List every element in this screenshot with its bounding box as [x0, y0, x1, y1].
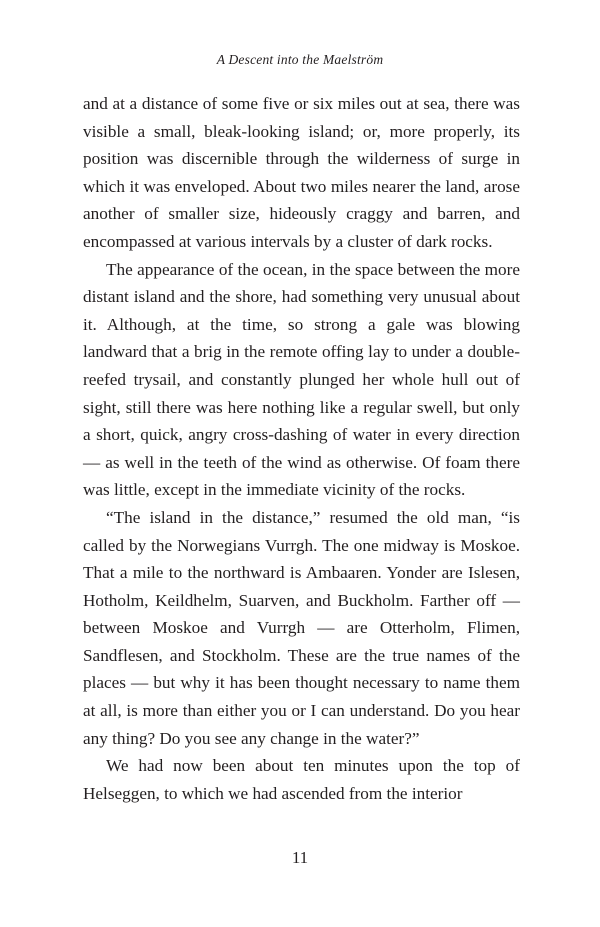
paragraph-2: The appearance of the ocean, in the space between the more distant island and the shore, had something very unusual about it. Although, at the time, so strong a gale was blowing landward that a brig in the remote offing lay to under a double-reefed trysail, and constantly plunged her whole hull out of sight, still there was here nothing like a regular swell, but only a short, quick, angry cross-dashing of water in every direction — as well in the teeth of the wind as otherwise. Of foam there was little, except in the immediate vicinity of the rocks.: [83, 259, 520, 500]
paragraph-4: We had now been about ten minutes upon the top of Helseggen, to which we had ascended from the interior: [83, 756, 520, 803]
page-number: 11: [291, 848, 309, 867]
running-head: A Descent into the Maelström: [216, 52, 384, 67]
paragraph-3: “The island in the distance,” resumed the old man, “is called by the Norwegians Vurrgh. The one midway is Moskoe. That a mile to the northward is Ambaaren. Yonder are Islesen, Hotholm, Keildhelm, Suarven, and Buckholm. Farther off — between Moskoe and Vurrgh — are Otterholm, Flimen, Sandflesen, and Stockholm. These are the true names of the places — but why it has been thought necessary to name them at all, is more than either you or I can understand. Do you hear any thing? Do you see any change in the water?”: [83, 507, 520, 748]
body-text: [83, 90, 520, 807]
paragraph-1: and at a distance of some five or six miles out at sea, there was visible a small, bleak-looking island; or, more properly, its position was discernible through the wilderness of surge in which it was enveloped. About two miles nearer the land, arose another of smaller size, hideously craggy and barren, and encompassed at various intervals by a cluster of dark rocks.: [83, 94, 520, 251]
